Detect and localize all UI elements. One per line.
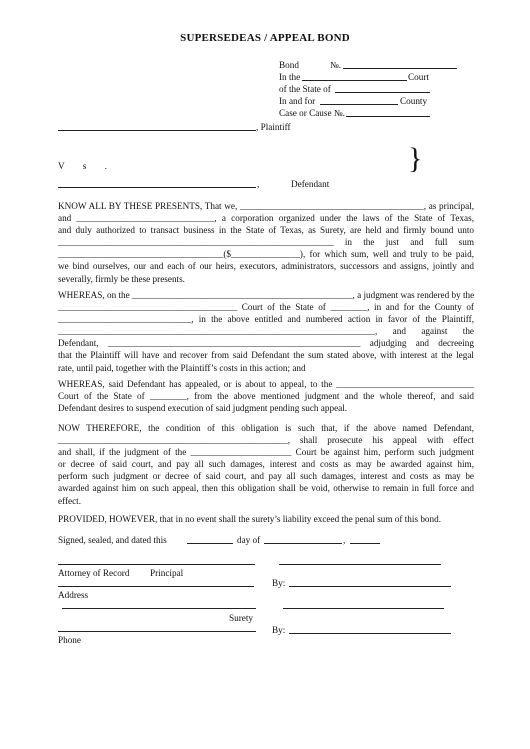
paragraph-line: rate, until paid, together with the Plaintiff’s costs in this action; and: [58, 362, 306, 373]
in-the-label: In the: [279, 72, 301, 82]
surety-signature-line[interactable]: [283, 608, 444, 609]
paragraph-line: and duly authorized to transact business in the State of Texas, as Surety, are held and firmly bound unto: [58, 225, 474, 236]
case-number-label: Case or Cause №.: [279, 108, 345, 118]
bond-obligation-paragraph: [58, 200, 474, 285]
by-label-1: By:: [272, 578, 286, 588]
paragraph-line: Defendant desires to suspend execution of said judgment pending such appeal.: [58, 403, 348, 414]
provided-however-paragraph: PROVIDED, HOWEVER, that in no event shall the surety’s liability exceed the penal sum of this bond.: [58, 514, 441, 524]
surety-label: Surety: [229, 613, 253, 623]
paragraph-line: and ______________________________, a corporation organized under the laws of the State of Texas,: [58, 213, 474, 224]
signed-day-line[interactable]: [187, 543, 233, 544]
attorney-signature-line[interactable]: [58, 564, 255, 565]
defendant-label: Defendant: [291, 179, 330, 189]
signed-year-line[interactable]: [350, 543, 380, 544]
case-number-line[interactable]: [346, 116, 430, 117]
plaintiff-label: , Plaintiff: [256, 122, 291, 132]
paragraph-line: ____________________________________($_______________), for which sum, well and truly to be paid,: [58, 249, 474, 260]
paragraph-line: _______________________________________ Court of the State of ________, in and for the County of: [58, 302, 474, 313]
in-and-for-label: In and for: [279, 96, 316, 106]
county-line[interactable]: [320, 104, 398, 105]
surety-company-line[interactable]: [279, 564, 441, 565]
day-of-label: day of: [237, 535, 261, 545]
paragraph-line: NOW THEREFORE, the condition of this obligation is such that, if the above named Defendant,: [58, 423, 474, 433]
paragraph-line: __________________________________________________, shall prosecute his appeal with effect: [58, 435, 474, 446]
court-name-line[interactable]: [302, 80, 407, 81]
paragraph-line: or decree of said court, and pay all such damages, interest and costs as may be awarded against him,: [58, 459, 474, 470]
condition-paragraph: [58, 422, 474, 507]
address-line[interactable]: [62, 608, 256, 609]
attorney-address-line[interactable]: [58, 586, 254, 587]
attorney-of-record-label: Attorney of Record: [58, 568, 130, 578]
bond-number-line[interactable]: [343, 68, 457, 69]
paragraph-line: Defendant, _______________________________________________________ adjudging and decreeing: [58, 338, 474, 349]
plaintiff-line[interactable]: [58, 130, 256, 131]
paragraph-line: severally, firmly be these presents.: [58, 273, 185, 284]
paragraph-line: _____________________________, in the above entitled and numbered action in favor of the Plaintiff,: [58, 314, 474, 325]
paragraph-line: that the Plaintiff will have and recover from said Defendant the sum stated above, with interest at the legal: [58, 350, 474, 361]
paragraph-line: Court of the State of ________, from the above mentioned judgment and the whole thereof, and said: [58, 391, 474, 402]
by-signature-line-1[interactable]: [289, 586, 451, 587]
paragraph-line: effect.: [58, 495, 82, 506]
paragraph-line: KNOW ALL BY THESE PRESENTS, That we, ________________________________________, as principal,: [58, 201, 474, 211]
phone-label: Phone: [58, 635, 81, 645]
court-label: Court: [408, 72, 429, 82]
signed-month-line[interactable]: [264, 543, 342, 544]
paragraph-line: awarded against him on such appeal, then this obligation shall be void, otherwise to remain in full force and: [58, 483, 474, 494]
judgment-paragraph: [58, 289, 474, 374]
page-title: SUPERSEDEAS / APPEAL BOND: [180, 32, 350, 44]
by-label-2: By:: [272, 625, 286, 635]
state-label: of the State of: [279, 84, 331, 94]
phone-line[interactable]: [58, 631, 256, 632]
versus-label: V s .: [58, 161, 107, 171]
paragraph-line: perform such judgment or decree of said court, and pay all such damages, interest and costs as may be: [58, 471, 474, 482]
paragraph-line: WHEREAS, said Defendant has appealed, or is about to appeal, to the ______________________________: [58, 379, 474, 389]
bond-label: Bond: [279, 60, 299, 70]
paragraph-line: ____________________________________________________________ in the just and full sum: [58, 237, 474, 248]
paragraph-line: WHEREAS, on the ________________________________________________, a judgment was rendered by the: [58, 290, 475, 300]
address-label: Address: [58, 590, 89, 600]
by-signature-line-2[interactable]: [289, 633, 451, 634]
principal-label: Principal: [150, 568, 184, 578]
paragraph-line: we bind ourselves, our and each of our heirs, executors, administrators, successors and assigns, jointly and: [58, 261, 474, 272]
paragraph-line: _____________________________________________________________________, and against the: [58, 326, 474, 337]
bond-number-label: №.: [330, 60, 342, 70]
defendant-comma: ,: [257, 179, 260, 189]
signed-comma: ,: [343, 535, 346, 545]
appeal-paragraph: [58, 378, 474, 414]
paragraph-line: and shall, if the judgment of the ______________________ Court be against him, perform such judgment: [58, 447, 474, 458]
brace-icon: }: [408, 142, 423, 175]
signed-sealed-label: Signed, sealed, and dated this: [58, 535, 167, 545]
state-line[interactable]: [335, 92, 430, 93]
defendant-line[interactable]: [58, 187, 256, 188]
county-label: County: [400, 96, 428, 106]
